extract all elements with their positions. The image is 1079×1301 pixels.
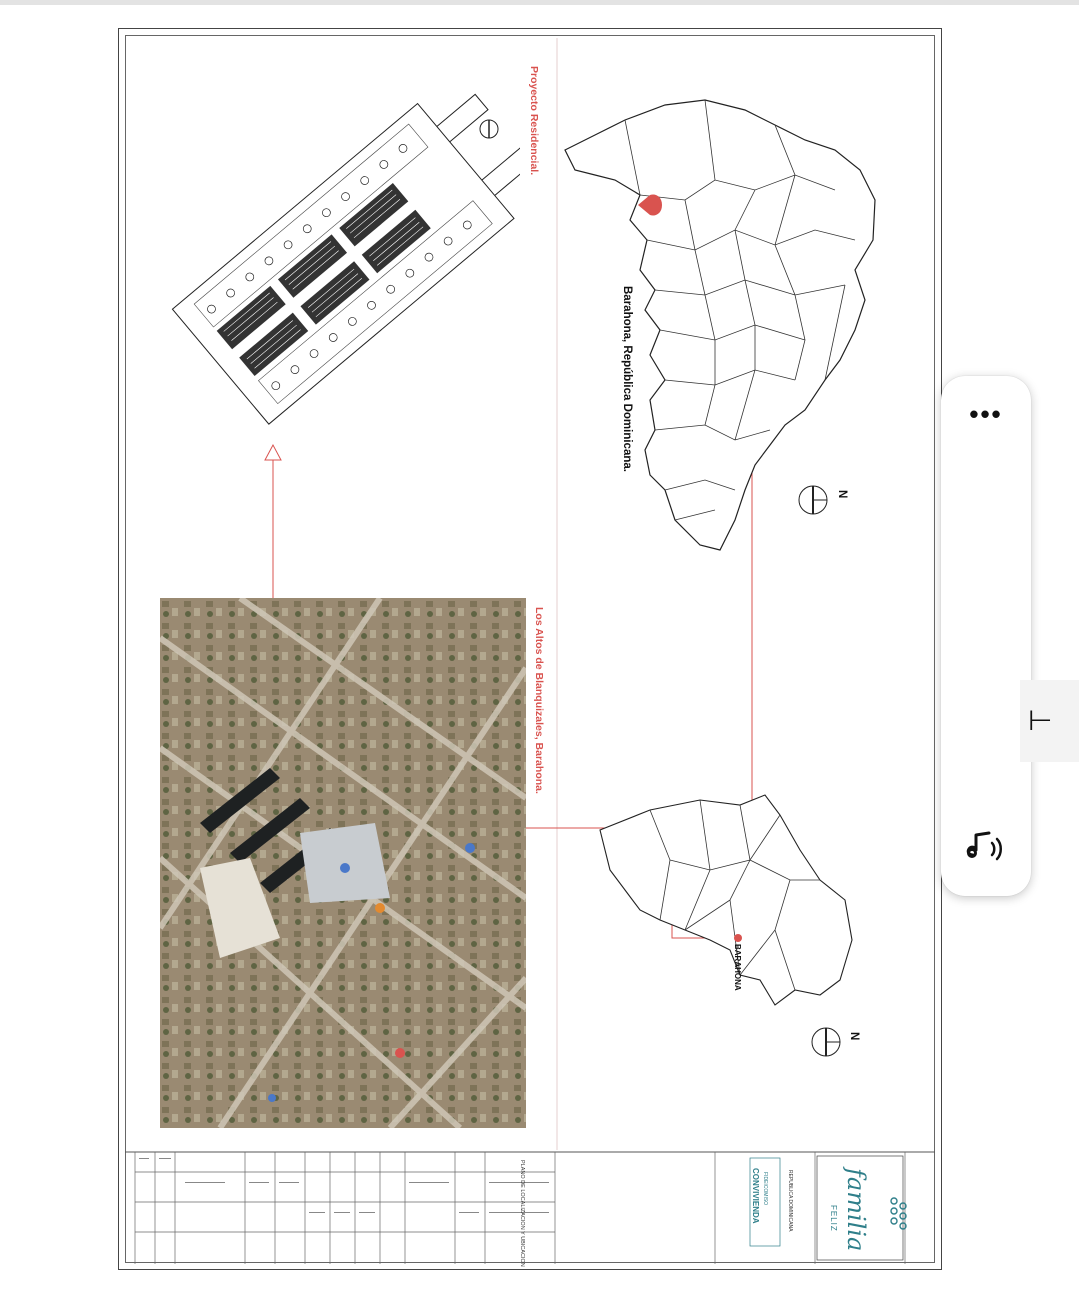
gov-text: REPUBLICA DOMINICANA [787, 1170, 793, 1232]
title-block-grid [125, 1152, 935, 1264]
more-icon[interactable]: ••• [969, 399, 1003, 429]
logo-dots-icon [888, 1195, 916, 1235]
side-panel-tab-icon[interactable]: ⊢ [1028, 705, 1053, 736]
logo-feliz: FELIZ [829, 1205, 838, 1232]
sound-icon[interactable] [959, 821, 1013, 875]
north-arrow-icon [795, 480, 835, 520]
satellite-image [160, 598, 526, 1128]
north-label-2: N [848, 1032, 860, 1041]
logo-familia: familia [842, 1168, 870, 1252]
barahona-label: BARAHONA [733, 944, 742, 991]
dominican-republic-map [555, 80, 885, 560]
north-label-1: N [836, 490, 848, 499]
agency-text: FIDEICOMISO [762, 1172, 768, 1206]
agency-name: CONVIVIENDA [751, 1168, 760, 1224]
residential-site-plan [160, 80, 520, 440]
barahona-province-map [590, 790, 860, 1020]
site-label: Los Altos de Blanquizales, Barahona. [533, 607, 545, 794]
location-label: Barahona, República Dominicana. [621, 286, 633, 472]
plan-title: PLANO DE LOCALIZACION Y UBICACION [519, 1160, 525, 1267]
north-arrow-icon [808, 1022, 848, 1062]
project-label: Proyecto Residencial. [528, 66, 540, 176]
floating-toolbar [941, 376, 1031, 896]
